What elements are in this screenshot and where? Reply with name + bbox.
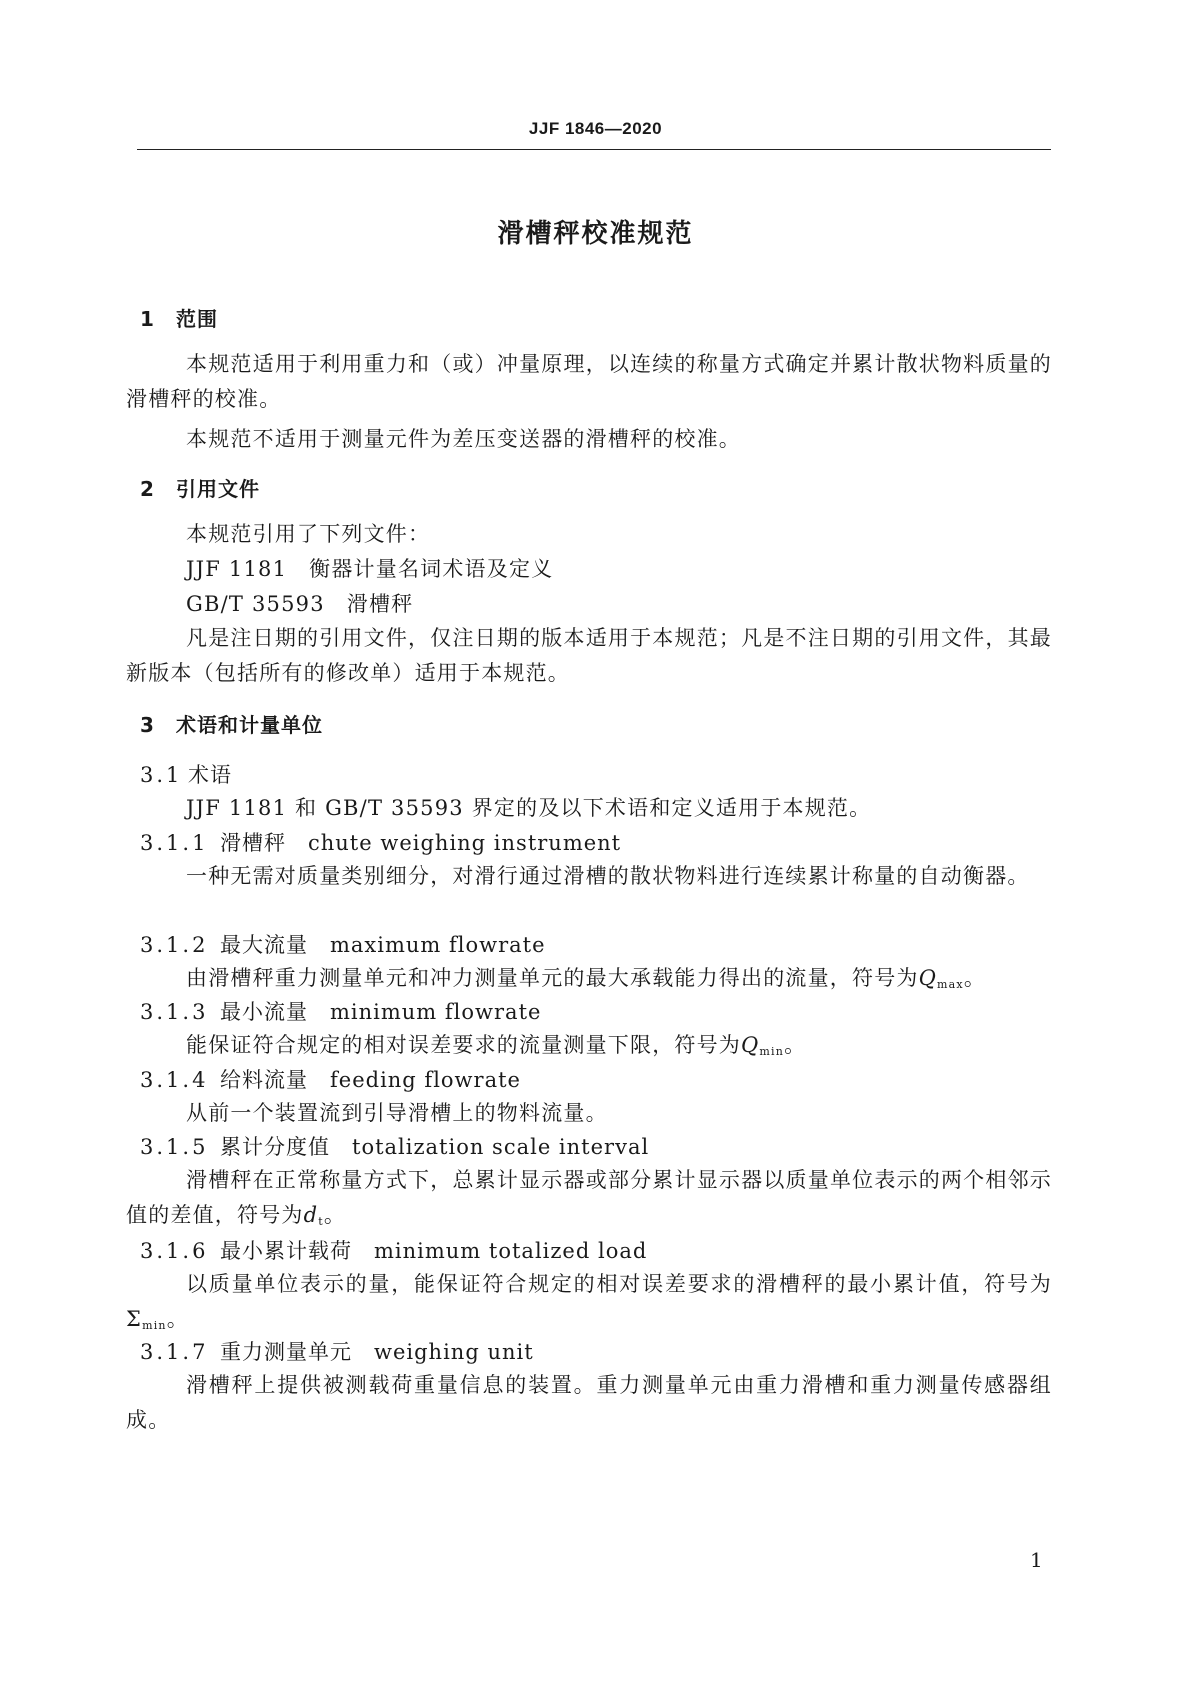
- definition-text: 滑槽秤在正常称量方式下，总累计显示器或部分累计显示器以质量单位表示的两个相邻示值的差值，符号为: [126, 1168, 1052, 1227]
- term-3-1-3-heading: [140, 996, 541, 1026]
- term-number: 3.1.1: [140, 831, 209, 855]
- reference-code: JJF 1181: [186, 557, 288, 581]
- section-title: 范围: [176, 307, 218, 331]
- period: 。: [963, 966, 987, 990]
- section-number: 2: [140, 477, 155, 501]
- section-2-paragraph-2: 凡是注日期的引用文件，仅注日期的版本适用于本规范；凡是不注日期的引用文件，其最新版本（包括所有的修改单）适用于本规范。: [126, 626, 1052, 685]
- term-3-1-5-definition: [126, 1163, 1052, 1239]
- term-3-1-1-definition: 一种无需对质量类别细分，对滑行通过滑槽的散状物料进行连续累计称量的自动衡器。: [186, 864, 1030, 888]
- term-3-1-6-heading: [140, 1235, 647, 1265]
- term-3-1-1-heading: [140, 827, 621, 857]
- term-3-1-2-definition: [186, 962, 986, 992]
- term-en: minimum totalized load: [374, 1239, 648, 1263]
- symbol: Q: [918, 966, 938, 990]
- term-3-1-2-heading: [140, 929, 546, 959]
- term-number: 3.1.7: [140, 1340, 209, 1364]
- section-title: 引用文件: [176, 477, 260, 501]
- term-en: minimum flowrate: [330, 1000, 542, 1024]
- term-zh: 给料流量: [220, 1068, 308, 1092]
- period: 。: [323, 1203, 347, 1227]
- header-rule: [137, 149, 1051, 150]
- term-number: 3.1.6: [140, 1239, 209, 1263]
- term-3-1-4-definition: 从前一个装置流到引导滑槽上的物料流量。: [186, 1101, 608, 1125]
- term-3-1-6-definition: [126, 1267, 1052, 1343]
- section-1-paragraph-1: 本规范适用于利用重力和（或）冲量原理，以连续的称量方式确定并累计散状物料质量的滑槽秤的校准。: [126, 352, 1052, 411]
- term-number: 3.1.5: [140, 1135, 209, 1159]
- term-zh: 滑槽秤: [220, 831, 286, 855]
- definition-text: 以质量单位表示的量，能保证符合规定的相对误差要求的滑槽秤的最小累计值，符号为: [186, 1272, 1052, 1296]
- symbol-subscript: min: [142, 1319, 167, 1332]
- term-3-1-heading: [140, 759, 232, 789]
- symbol: Σ: [126, 1307, 143, 1331]
- term-number: 3.1.3: [140, 1000, 209, 1024]
- reference-code: GB/T 35593: [186, 592, 325, 616]
- section-1-paragraph-2: 本规范不适用于测量元件为差压变送器的滑槽秤的校准。: [186, 427, 741, 451]
- section-number: 3: [140, 713, 155, 737]
- reference-title: 滑槽秤: [346, 592, 414, 616]
- reference-2: [186, 588, 413, 618]
- term-zh: 重力测量单元: [220, 1340, 352, 1364]
- symbol-subscript: min: [759, 1045, 785, 1058]
- symbol-subscript: max: [937, 978, 964, 991]
- term-number: 3.1.2: [140, 933, 209, 957]
- term-number: 3.1: [140, 763, 183, 787]
- symbol: d: [303, 1203, 319, 1227]
- term-zh: 最小累计载荷: [220, 1239, 352, 1263]
- term-en: maximum flowrate: [330, 933, 546, 957]
- symbol: Q: [741, 1033, 760, 1057]
- page-number: 1: [1030, 1548, 1043, 1572]
- reference-1: [186, 553, 553, 583]
- term-3-1-5-heading: [140, 1131, 649, 1161]
- term-zh: 最小流量: [220, 1000, 308, 1024]
- term-en: chute weighing instrument: [308, 831, 622, 855]
- period: 。: [166, 1307, 189, 1331]
- section-2-heading: [140, 473, 260, 502]
- section-1-heading: [140, 303, 218, 332]
- document-title: 滑槽秤校准规范: [497, 219, 694, 249]
- term-en: feeding flowrate: [330, 1068, 521, 1092]
- term-3-1-text: JJF 1181 和 GB/T 35593 界定的及以下术语和定义适用于本规范。: [186, 796, 872, 820]
- section-2-intro: 本规范引用了下列文件：: [186, 522, 431, 546]
- period: 。: [784, 1033, 807, 1057]
- term-3-1-3-definition: [186, 1029, 806, 1059]
- section-3-heading: [140, 709, 323, 738]
- section-number: 1: [140, 307, 155, 331]
- term-zh: 累计分度值: [220, 1135, 330, 1159]
- symbol-subscript: t: [318, 1215, 324, 1228]
- term-3-1-7-heading: [140, 1336, 534, 1366]
- term-en: weighing unit: [374, 1340, 534, 1364]
- term-en: totalization scale interval: [352, 1135, 650, 1159]
- term-number: 3.1.4: [140, 1068, 209, 1092]
- document-code-header: JJF 1846—2020: [528, 119, 663, 138]
- reference-title: 衡器计量名词术语及定义: [309, 557, 554, 581]
- section-title: 术语和计量单位: [176, 713, 323, 737]
- definition-text: 能保证符合规定的相对误差要求的流量测量下限，符号为: [186, 1033, 741, 1057]
- term-zh: 最大流量: [220, 933, 308, 957]
- term-3-1-4-heading: [140, 1064, 521, 1094]
- term-3-1-7-definition: 滑槽秤上提供被测载荷重量信息的装置。重力测量单元由重力滑槽和重力测量传感器组成。: [126, 1373, 1052, 1432]
- definition-text: 由滑槽秤重力测量单元和冲力测量单元的最大承载能力得出的流量，符号为: [186, 966, 919, 990]
- term-zh: 术语: [188, 763, 232, 787]
